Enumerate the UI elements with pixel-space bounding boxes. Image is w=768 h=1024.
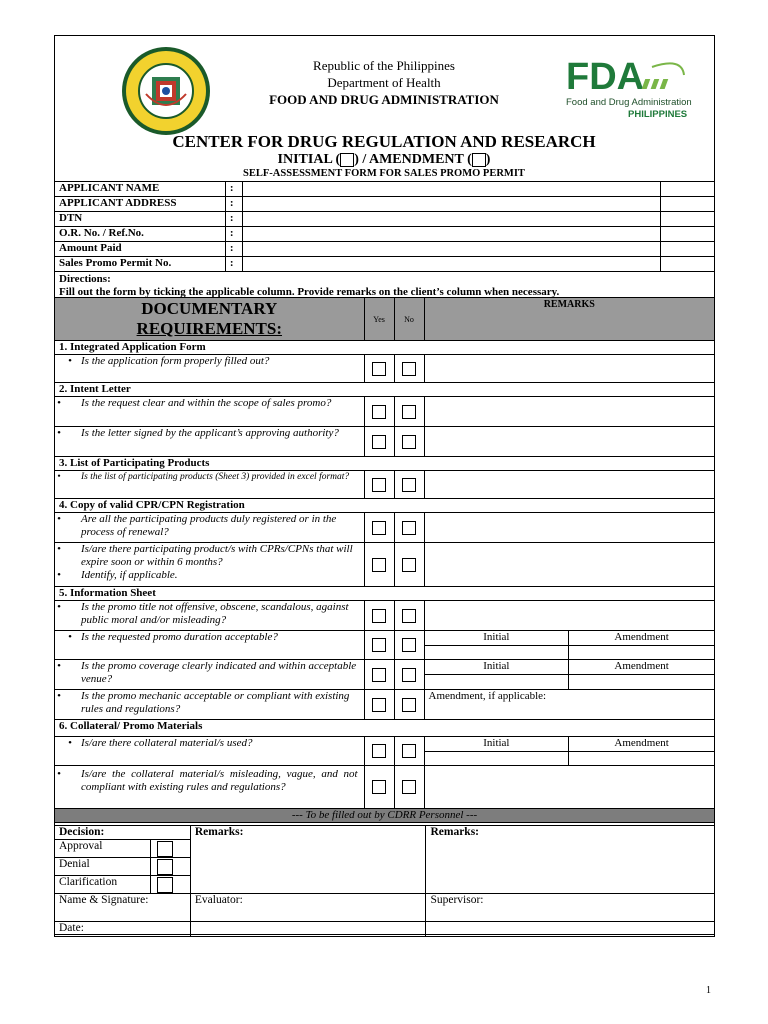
s5-q2-initial-label: Initial — [425, 631, 569, 646]
promo-permit-field[interactable] — [242, 257, 660, 272]
yes-header: Yes — [364, 298, 394, 341]
supervisor-remarks[interactable] — [426, 826, 715, 894]
or-no-sep: : — [225, 227, 242, 242]
amount-paid-label: Amount Paid — [55, 242, 226, 257]
s2-q2-no-checkbox[interactable] — [402, 435, 416, 449]
clarification-label: Clarification — [55, 876, 151, 894]
req-title — [55, 298, 365, 341]
s5-q2-amendment-label: Amendment — [569, 631, 714, 646]
s4-q2-no-checkbox[interactable] — [402, 558, 416, 572]
s4-q2-yes-checkbox[interactable] — [372, 558, 386, 572]
promo-permit-sep: : — [225, 257, 242, 272]
personnel-table — [54, 825, 715, 937]
s3-q1: • Is the list of participating products (Sheet 3) provided in excel format? — [55, 471, 365, 499]
remarks-label-1: Remarks: — [194, 826, 244, 838]
amendment-label: ) / AMENDMENT ( — [354, 152, 472, 167]
evaluator-field[interactable] — [190, 894, 426, 922]
section-3-title: 3. List of Participating Products — [55, 457, 715, 471]
s5-q3: • Is the promo coverage clearly indicated and within acceptable venue? — [55, 660, 365, 690]
s2-q1-remarks[interactable] — [424, 397, 714, 427]
applicant-address-extra[interactable] — [661, 197, 715, 212]
s2-q2-text: Is the letter signed by the applicant’s approving authority? — [81, 427, 339, 439]
approval-checkbox[interactable] — [157, 841, 173, 857]
no-header: No — [394, 298, 424, 341]
fda-logo-line1: Food and Drug Administration — [566, 97, 692, 108]
denial-label: Denial — [55, 858, 151, 876]
s5-q1-no[interactable] — [394, 601, 424, 631]
s5-q4-no[interactable] — [394, 690, 424, 720]
s5-q1-yes[interactable] — [364, 601, 394, 631]
s2-q2-yes-checkbox[interactable] — [372, 435, 386, 449]
amount-paid-sep: : — [225, 242, 242, 257]
s6-q1-amendment-cell[interactable] — [569, 737, 715, 766]
s6-q1-yes[interactable] — [364, 737, 394, 766]
s2-q2: • Is the letter signed by the applicant’s approving authority? — [55, 427, 365, 457]
s4-q3-line: • Identify, if applicable. — [57, 569, 178, 581]
s5-q3-no-checkbox[interactable] — [402, 668, 416, 682]
date-label: Date: — [55, 922, 191, 937]
s6-q1-initial-cell[interactable] — [424, 737, 569, 766]
s5-q2-no[interactable] — [394, 631, 424, 660]
s5-q3-initial-cell[interactable] — [424, 660, 569, 690]
s2-q1: • Is the request clear and within the scope of sales promo? — [55, 397, 365, 427]
s5-q4: • Is the promo mechanic acceptable or compliant with existing rules and regulations? — [55, 690, 365, 720]
s5-q1-yes-checkbox[interactable] — [372, 609, 386, 623]
s5-q2-no-checkbox[interactable] — [402, 638, 416, 652]
dtn-label: DTN — [55, 212, 226, 227]
s4-q1-yes[interactable] — [364, 513, 394, 543]
s6-q2-no-checkbox[interactable] — [402, 780, 416, 794]
page-number: 1 — [706, 985, 711, 996]
s5-q3-amendment-label: Amendment — [569, 660, 714, 675]
s3-q1-no[interactable] — [394, 471, 424, 499]
s1-q1: • Is the application form properly filled out? — [55, 355, 365, 383]
s5-q2: • Is the requested promo duration acceptable? — [55, 631, 365, 660]
s2-q2-yes[interactable] — [364, 427, 394, 457]
directions-text: Fill out the form by ticking the applicable column. Provide remarks on the client’s column when necessary. — [59, 286, 560, 298]
s5-q4-yes-checkbox[interactable] — [372, 698, 386, 712]
evaluator-label: Evaluator: — [194, 894, 243, 906]
denial-cell[interactable] — [150, 858, 190, 876]
s1-q1-no[interactable] — [394, 355, 424, 383]
or-no-field[interactable] — [242, 227, 660, 242]
directions — [55, 272, 715, 300]
s2-q2-no[interactable] — [394, 427, 424, 457]
s3-q1-text: Is the list of participating products (Sheet 3) provided in excel format? — [81, 472, 350, 482]
s4-q3-text: Identify, if applicable. — [81, 569, 178, 581]
approval-label: Approval — [55, 840, 151, 858]
s5-q2-initial-cell[interactable] — [424, 631, 569, 660]
s6-q2-no[interactable] — [394, 766, 424, 809]
amount-paid-field[interactable] — [242, 242, 660, 257]
section-4-title: 4. Copy of valid CPR/CPN Registration — [55, 499, 715, 513]
clarification-checkbox[interactable] — [157, 877, 173, 893]
close-paren: ) — [485, 152, 491, 167]
amendment-checkbox[interactable] — [472, 153, 486, 167]
supervisor-field[interactable] — [426, 894, 715, 922]
dtn-field[interactable] — [242, 212, 660, 227]
s2-q1-no-checkbox[interactable] — [402, 405, 416, 419]
initial-amendment-line — [0, 152, 768, 168]
s5-q3-yes[interactable] — [364, 660, 394, 690]
applicant-name-label: APPLICANT NAME — [55, 182, 226, 197]
s5-q3-amendment-cell[interactable] — [569, 660, 715, 690]
req-title-line1: DOCUMENTARY — [141, 299, 278, 318]
s5-q1: • Is the promo title not offensive, obscene, scandalous, against public moral and/or misleading? — [55, 601, 365, 631]
s6-q1-no[interactable] — [394, 737, 424, 766]
s5-q2-text: Is the requested promo duration acceptable? — [81, 631, 278, 643]
s5-q1-text: Is the promo title not offensive, obscene, scandalous, against public moral and/or misleading? — [81, 601, 349, 626]
s2-q1-yes[interactable] — [364, 397, 394, 427]
s6-q2-text: Is/are the collateral material/s misleading, vague, and not compliant with existing rules and regulations? — [81, 768, 358, 793]
s6-q1-text: Is/are there collateral material/s used? — [81, 737, 253, 749]
s4-q2 — [55, 543, 365, 587]
s4-q1-text: Are all the participating products duly registered or in the process of renewal? — [81, 513, 337, 538]
applicant-address-field[interactable] — [242, 197, 660, 212]
promo-permit-extra[interactable] — [661, 257, 715, 272]
name-signature-label: Name & Signature: — [55, 894, 191, 922]
s2-q2-remarks[interactable] — [424, 427, 714, 457]
s6-q1-amendment-label: Amendment — [569, 737, 714, 752]
dtn-extra[interactable] — [661, 212, 715, 227]
form-name: SELF-ASSESSMENT FORM FOR SALES PROMO PERMIT — [243, 168, 525, 179]
s4-q1-yes-checkbox[interactable] — [372, 521, 386, 535]
section-1-title: 1. Integrated Application Form — [55, 341, 715, 355]
promo-permit-label: Sales Promo Permit No. — [55, 257, 226, 272]
s4-q1-remarks[interactable] — [424, 513, 714, 543]
evaluator-date[interactable] — [190, 922, 426, 937]
s4-q2-no[interactable] — [394, 543, 424, 587]
s4-q2-line: • Is/are there participating product/s with CPRs/CPNs that will expire soon or within 6 months? — [57, 543, 353, 568]
s6-q2: • Is/are the collateral material/s misleading, vague, and not compliant with existing rules and regulations? — [55, 766, 365, 809]
s3-q1-remarks[interactable] — [424, 471, 714, 499]
header-doh: Department of Health — [327, 75, 441, 90]
s2-q1-yes-checkbox[interactable] — [372, 405, 386, 419]
page-title: CENTER FOR DRUG REGULATION AND RESEARCH — [172, 132, 596, 151]
remarks-header: REMARKS — [424, 298, 714, 341]
s6-q1-yes-checkbox[interactable] — [372, 744, 386, 758]
applicant-name-extra[interactable] — [661, 182, 715, 197]
denial-checkbox[interactable] — [157, 859, 173, 875]
s4-q2-remarks[interactable] — [424, 543, 714, 587]
s3-q1-yes[interactable] — [364, 471, 394, 499]
s6-q2-yes[interactable] — [364, 766, 394, 809]
amendment-if-applicable-label: Amendment, if applicable: — [428, 690, 547, 702]
decision-label: Decision: — [55, 826, 191, 840]
s2-q1-no[interactable] — [394, 397, 424, 427]
evaluator-remarks[interactable] — [190, 826, 426, 894]
s5-q3-initial-label: Initial — [425, 660, 569, 675]
s1-q1-text: Is the application form properly filled out? — [81, 355, 270, 367]
personnel-bar: --- To be filled out by CDRR Personnel --- — [55, 809, 715, 823]
remarks-label-2: Remarks: — [430, 826, 480, 838]
fda-logo-mark: FDA — [566, 56, 645, 98]
dtn-sep: : — [225, 212, 242, 227]
s4-q1-no[interactable] — [394, 513, 424, 543]
section-6-title: 6. Collateral/ Promo Materials — [55, 720, 715, 737]
s5-q1-no-checkbox[interactable] — [402, 609, 416, 623]
s1-q1-yes-checkbox[interactable] — [372, 362, 386, 376]
s2-q1-text: Is the request clear and within the scope of sales promo? — [81, 397, 332, 409]
applicant-name-sep: : — [225, 182, 242, 197]
s5-q4-remarks[interactable] — [424, 690, 714, 720]
s1-q1-remarks[interactable] — [424, 355, 714, 383]
s4-q1: • Are all the participating products duly registered or in the process of renewal? — [55, 513, 365, 543]
s5-q3-text: Is the promo coverage clearly indicated and within acceptable venue? — [81, 660, 357, 685]
req-title-line2: REQUIREMENTS: — [136, 319, 283, 338]
s4-q2-yes[interactable] — [364, 543, 394, 587]
s6-q1-no-checkbox[interactable] — [402, 744, 416, 758]
s1-q1-no-checkbox[interactable] — [402, 362, 416, 376]
s6-q2-yes-checkbox[interactable] — [372, 780, 386, 794]
section-2-title: 2. Intent Letter — [55, 383, 715, 397]
applicant-table — [54, 181, 715, 300]
s5-q2-yes-checkbox[interactable] — [372, 638, 386, 652]
initial-checkbox[interactable] — [340, 153, 354, 167]
supervisor-label: Supervisor: — [430, 894, 484, 906]
clarification-cell[interactable] — [150, 876, 190, 894]
s5-q4-yes[interactable] — [364, 690, 394, 720]
s6-q1-initial-label: Initial — [425, 737, 569, 752]
header-republic: Republic of the Philippines — [313, 58, 455, 73]
header-fda: FOOD AND DRUG ADMINISTRATION — [269, 92, 499, 107]
s3-q1-no-checkbox[interactable] — [402, 478, 416, 492]
s3-q1-yes-checkbox[interactable] — [372, 478, 386, 492]
applicant-address-sep: : — [225, 197, 242, 212]
section-5-title: 5. Information Sheet — [55, 587, 715, 601]
s5-q2-yes[interactable] — [364, 631, 394, 660]
supervisor-date[interactable] — [426, 922, 715, 937]
s4-q2-text: Is/are there participating product/s with CPRs/CPNs that will expire soon or within 6 months? — [81, 543, 353, 568]
s6-q2-remarks[interactable] — [424, 766, 714, 809]
s5-q3-yes-checkbox[interactable] — [372, 668, 386, 682]
amount-paid-extra[interactable] — [661, 242, 715, 257]
fda-logo-line2: PHILIPPINES — [628, 109, 688, 119]
s1-q1-yes[interactable] — [364, 355, 394, 383]
requirements-table — [54, 297, 715, 823]
or-no-extra[interactable] — [661, 227, 715, 242]
s6-q1: • Is/are there collateral material/s used? — [55, 737, 365, 766]
approval-cell[interactable] — [150, 840, 190, 858]
s5-q2-amendment-cell[interactable] — [569, 631, 715, 660]
s4-q1-no-checkbox[interactable] — [402, 521, 416, 535]
initial-label: INITIAL ( — [277, 152, 341, 167]
s5-q4-text: Is the promo mechanic acceptable or compliant with existing rules and regulations? — [81, 690, 350, 715]
s5-q3-no[interactable] — [394, 660, 424, 690]
or-no-label: O.R. No. / Ref.No. — [55, 227, 226, 242]
directions-title: Directions: — [59, 273, 111, 285]
s5-q4-no-checkbox[interactable] — [402, 698, 416, 712]
applicant-name-field[interactable] — [242, 182, 660, 197]
applicant-address-label: APPLICANT ADDRESS — [55, 197, 226, 212]
s5-q1-remarks[interactable] — [424, 601, 714, 631]
